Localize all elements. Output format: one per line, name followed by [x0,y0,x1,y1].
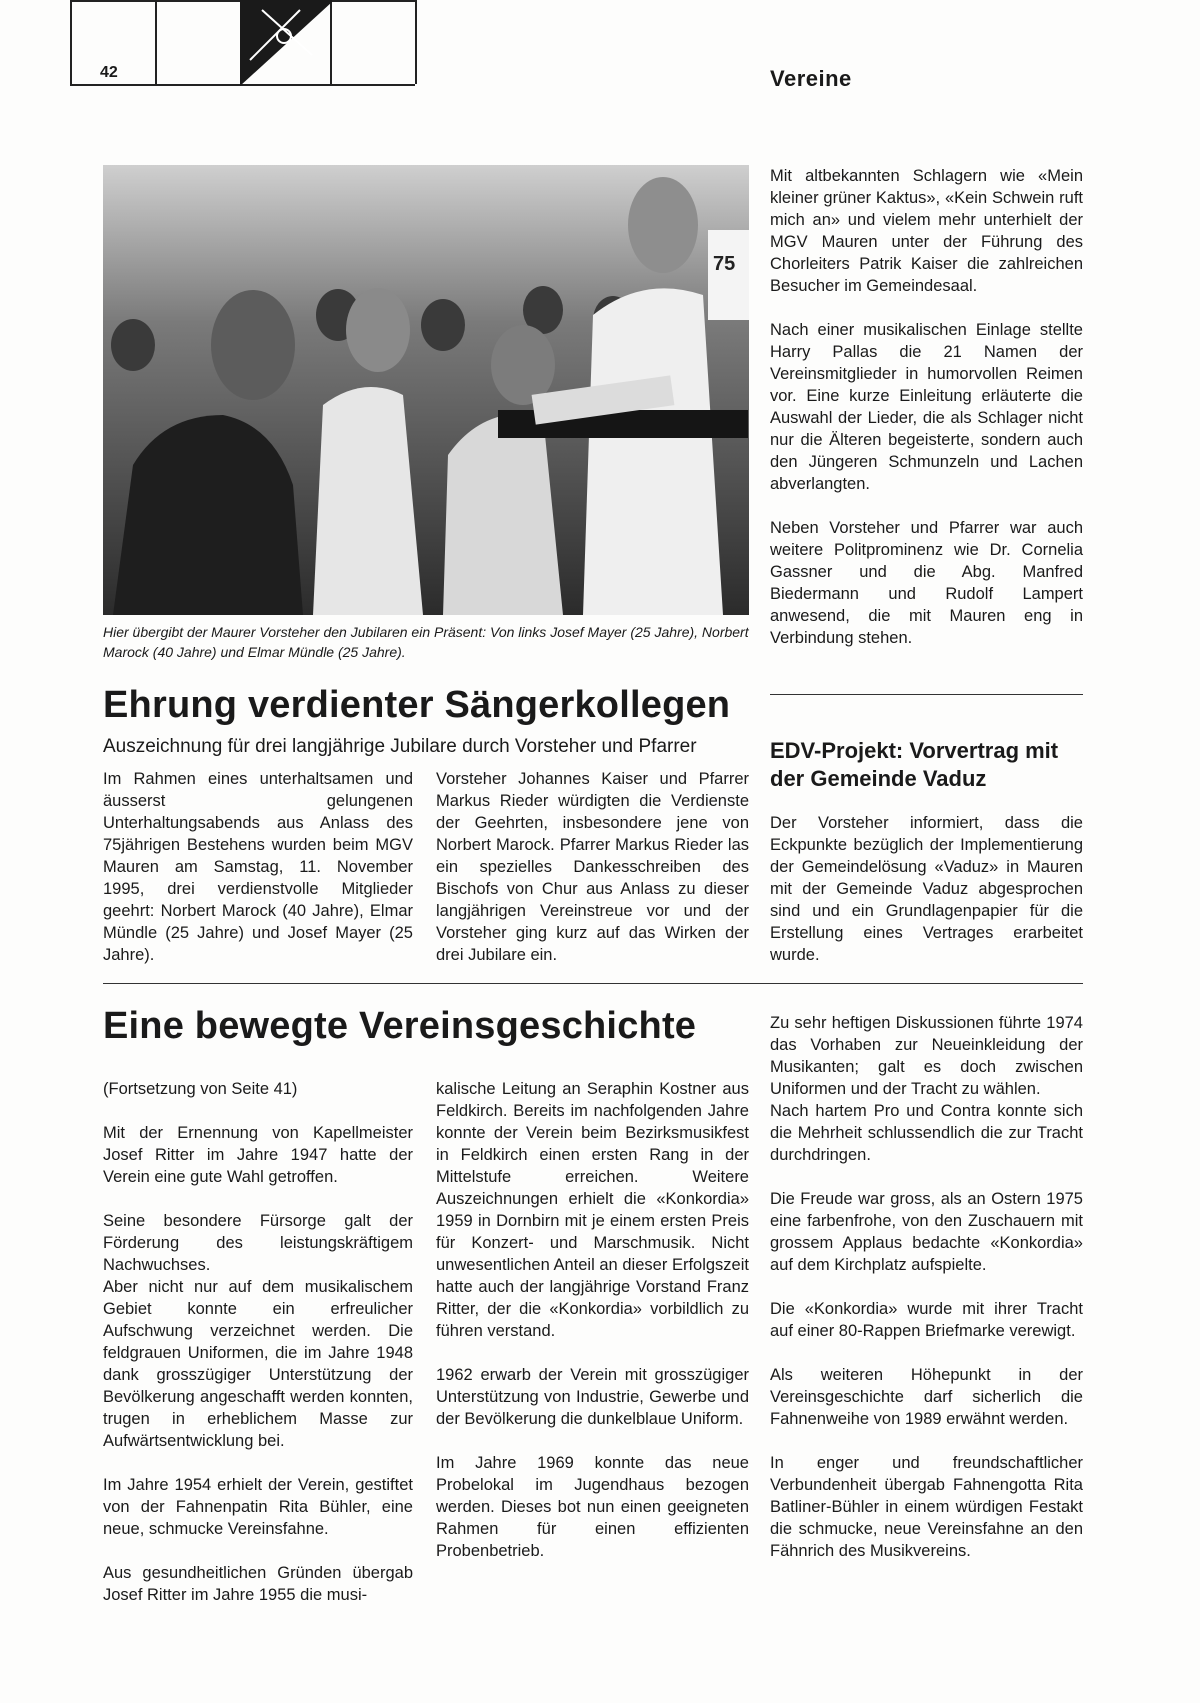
paragraph: Mit der Ernennung von Kapellmeister Josef Ritter im Jahre 1947 hatte der Verein eine gute Wahl getroffen. [103,1124,413,1186]
divider [770,694,1083,695]
article1-column-2 [436,768,749,966]
paragraph: Im Jahre 1969 konnte das neue Probelokal im Jugendhaus bezogen werden. Dieses bot nun einen geeigneten Rahmen für einen effizienten Probenbetrieb. [436,1454,749,1560]
paragraph: In enger und freundschaftlicher Verbundenheit übergab Fahnengotta Rita Batliner-Bühler in einem würdigen Festakt die schmucke, neue Vereinsfahne an den Fähnrich des Musikvereins. [770,1454,1083,1560]
paragraph: Aus gesundheitlichen Gründen übergab Josef Ritter im Jahre 1955 die musi- [103,1564,413,1604]
article-title: Eine bewegte Vereinsgeschichte [103,1005,697,1047]
article3-column-2 [436,1078,749,1562]
photo-caption: Hier übergibt der Maurer Vorsteher den Jubilaren ein Präsent: Von links Josef Mayer (25 Jahre), Norbert Marock (40 Jahre) und Elmar Mündle (25 Jahre). [103,624,749,660]
paragraph: kalische Leitung an Seraphin Kostner aus Feldkirch. Bereits im nachfolgenden Jahre konnte der Verein beim Bezirksmusikfest in Feldkirch einen ersten Rang in der Mittelstufe erreichen. Weitere Auszeichnungen erhielt die «Konkordia» 1959 in Dornbirn mit je einem ersten Preis für Konzert- und Marschmusik. Nicht unwesentlichen Anteil an dieser Erfolgszeit hatte auch der langjährige Vorstand Franz Ritter, der die «Konkordia» vorbildlich zu führen verstand. [436,1080,749,1340]
paragraph: Der Vorsteher informiert, dass die Eckpunkte bezüglich der Implementierung der Gemeindelösung «Vaduz» in Mauren mit der Gemeinde Vaduz abgesprochen sind und ein Grundlagenpapier für die Erstellung eines Vertrages erarbeitet wurde. [770,814,1083,964]
paragraph: Aber nicht nur auf dem musikalischem Gebiet konnte ein erfreulicher Aufschwung verzeichnet werden. Die feldgrauen Uniformen, die im Jahre 1948 dank grosszügiger Unterstützung der Bevölkerung angeschafft werden konnten, trugen in erheblichem Masse zur Aufwärtsentwicklung bei. [103,1278,413,1450]
paragraph: Als weiteren Höhepunkt in der Vereinsgeschichte darf sicherlich die Fahnenweihe von 1989 erwähnt werden. [770,1366,1083,1428]
header-grid-line [155,0,157,84]
divider [103,983,1083,984]
paragraph: Mit altbekannten Schlagern wie «Mein kleiner grüner Kaktus», «Kein Schwein ruft mich an» und vielem mehr unterhielt der MGV Mauren unter der Führung des Chorleiters Patrik Kaiser die zahlreichen Besucher im Gemeindesaal. [770,167,1083,295]
paragraph: Im Jahre 1954 erhielt der Verein, gestiftet von der Fahnenpatin Rita Bühler, eine neue, schmucke Vereinsfahne. [103,1476,413,1538]
paragraph: Vorsteher Johannes Kaiser und Pfarrer Markus Rieder würdigten die Verdienste der Geehrten, insbesondere jene von Norbert Marock. Pfarrer Markus Rieder las ein spezielles Dankesschreiben des Bischofs von Chur aus Anlass zu dieser langjährigen Vereinstreue vor und der Vorsteher ging kurz auf das Wirken der drei Jubilare ein. [436,770,749,964]
right-column-intro [770,165,1083,671]
article3-column-3 [770,1012,1083,1562]
article-title: EDV-Projekt: Vorvertrag mit der Gemeinde Vaduz [770,738,1059,791]
paragraph: Nach hartem Pro und Contra konnte sich die Mehrheit schlussendlich die zur Tracht durchdringen. [770,1102,1083,1164]
paragraph: Seine besondere Fürsorge galt der Förderung des leistungskräftigem Nachwuchses. [103,1212,413,1274]
section-title: Vereine [770,66,852,91]
header-grid-line [70,0,72,84]
article3-column-1 [103,1078,413,1606]
article2-body [770,812,1083,966]
banner-number: 75 [713,253,736,275]
paragraph: 1962 erwarb der Verein mit grosszügiger Unterstützung von Industrie, Gewerbe und der Bevölkerung die dunkelblaue Uniform. [436,1366,749,1428]
header-grid-line [415,0,417,84]
paragraph: Nach einer musikalischen Einlage stellte Harry Pallas die 21 Namen der Vereinsmitglieder in humorvollen Reimen vor. Eine kurze Einleitung erläuterte die Auswahl der Lieder, die als Schlager nicht nur die Älteren begeisterte, sondern auch den Jüngeren Schmunzeln und Lachen abverlangten. [770,321,1083,493]
paragraph: Im Rahmen eines unterhaltsamen und äusserst gelungenen Unterhaltungsabends aus Anlass des 75jährigen Bestehens wurden beim MGV Mauren am Samstag, 11. November 1995, drei verdienstvolle Mitglieder geehrt: Norbert Marock (40 Jahre), Elmar Mündle (25 Jahre) und Josef Mayer (25 Jahre). [103,770,413,964]
event-photo [103,165,749,615]
coat-of-arms-icon [240,0,332,86]
paragraph: Die «Konkordia» wurde mit ihrer Tracht auf einer 80-Rappen Briefmarke verewigt. [770,1300,1083,1340]
article1-column-1 [103,768,413,966]
paragraph: Neben Vorsteher und Pfarrer war auch weitere Politprominenz wie Dr. Cornelia Gassner und die Abg. Manfred Biedermann und Rudolf Lampert anwesend, die mit Mauren eng in Verbindung stehen. [770,519,1083,647]
paragraph: Die Freude war gross, als an Ostern 1975 eine farbenfrohe, von den Zuschauern mit grossem Applaus bedachte «Konkordia» auf dem Kirchplatz aufspielte. [770,1190,1083,1274]
page-number: 42 [100,64,118,81]
article-title: Ehrung verdienter Sängerkollegen [103,684,731,726]
article-subtitle: Auszeichnung für drei langjährige Jubilare durch Vorsteher und Pfarrer [103,736,697,757]
paragraph: (Fortsetzung von Seite 41) [103,1080,298,1098]
paragraph: Zu sehr heftigen Diskussionen führte 1974 das Vorhaben zur Neueinkleidung der Musikanten; galt es doch zwischen Uniformen und der Tracht zu wählen. [770,1014,1083,1098]
